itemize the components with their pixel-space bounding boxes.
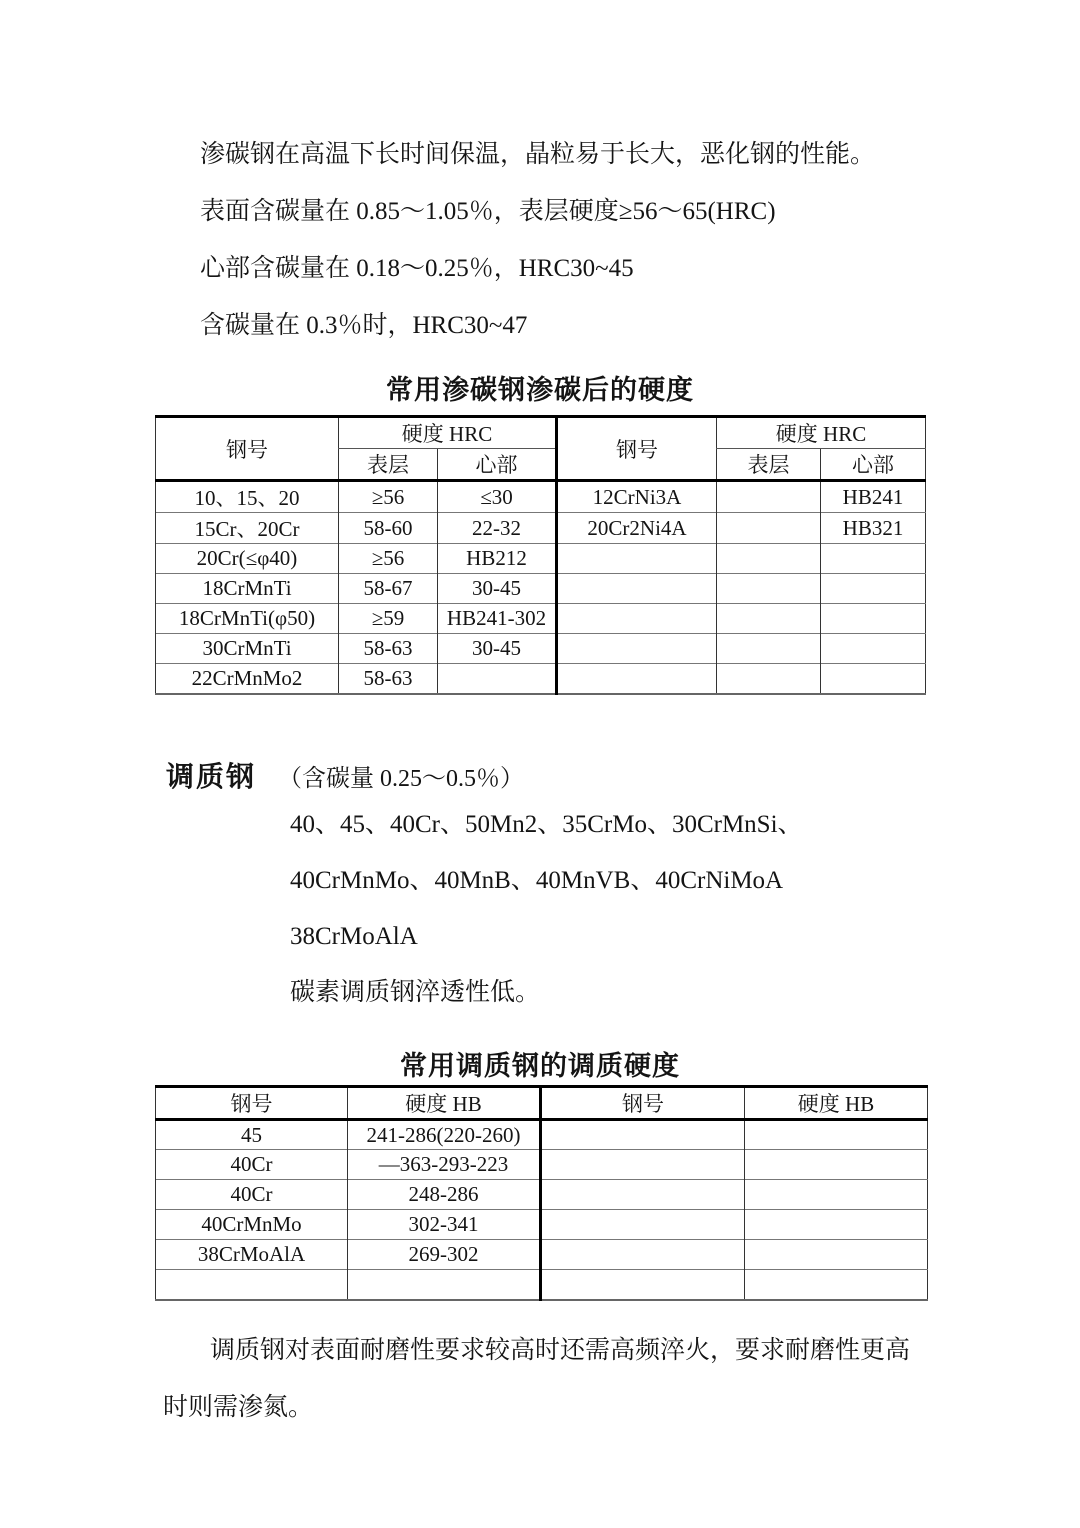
steel-grades-line: 碳素调质钢淬透性低。 (290, 979, 541, 1006)
table-row (156, 1240, 928, 1270)
table-cell: 18CrMnTi(φ50) (156, 604, 339, 634)
table-cell: 58-60 (339, 513, 438, 544)
table-cell: HB241 (821, 481, 926, 513)
section-heading-note: （含碳量 0.25～0.5％） (278, 766, 525, 792)
section-heading-text: 调质钢 (166, 762, 257, 793)
table-cell: —363-293-223 (348, 1150, 541, 1180)
table-cell (821, 544, 926, 574)
table-row (156, 1210, 928, 1240)
table-cell (156, 1270, 348, 1300)
intro-line: 心部含碳量在 0.18～0.25％，HRC30~45 (200, 255, 634, 282)
table-cell (717, 481, 821, 513)
tempered-hardness-table (155, 1085, 928, 1301)
table-cell (541, 1120, 745, 1150)
table-cell: 10、15、20 (156, 481, 339, 513)
table-cell (438, 664, 557, 694)
header-hardness-right: 硬度 HB (745, 1087, 928, 1120)
table-cell: HB212 (438, 544, 557, 574)
table-row (156, 544, 926, 574)
header-steel-no-left: 钢号 (156, 417, 339, 481)
table-cell: 15Cr、20Cr (156, 513, 339, 544)
table-cell (557, 544, 717, 574)
header-steel-no-right: 钢号 (557, 417, 717, 481)
table-cell: 20Cr2Ni4A (557, 513, 717, 544)
table-cell: 58-67 (339, 574, 438, 604)
table-cell (557, 604, 717, 634)
table-cell: ≤30 (438, 481, 557, 513)
table-cell (557, 664, 717, 694)
table-cell (745, 1270, 928, 1300)
carburized-hardness-table (155, 415, 926, 695)
table-cell: 40CrMnMo (156, 1210, 348, 1240)
table-cell (745, 1180, 928, 1210)
footer-line: 时则需渗氮。 (163, 1394, 314, 1421)
table-cell: 12CrNi3A (557, 481, 717, 513)
footer-paragraph (163, 1338, 953, 1452)
table-cell: 40Cr (156, 1180, 348, 1210)
table-cell (821, 574, 926, 604)
table-cell: 38CrMoAlA (156, 1240, 348, 1270)
table-row (156, 1150, 928, 1180)
subheader-surface-left: 表层 (339, 449, 438, 481)
table-cell: 45 (156, 1120, 348, 1150)
tempered-section-heading (166, 755, 524, 795)
table-cell (541, 1240, 745, 1270)
table-cell (541, 1270, 745, 1300)
table-cell: 40Cr (156, 1150, 348, 1180)
subheader-core-right: 心部 (821, 449, 926, 481)
table-cell (717, 604, 821, 634)
tempered-table-title: 常用调质钢的调质硬度 (400, 1051, 680, 1081)
subheader-core-left: 心部 (438, 449, 557, 481)
table-cell (557, 574, 717, 604)
table-cell: 269-302 (348, 1240, 541, 1270)
table-cell: 241-286(220-260) (348, 1120, 541, 1150)
table-cell (541, 1150, 745, 1180)
table-cell: 22CrMnMo2 (156, 664, 339, 694)
table-row (156, 574, 926, 604)
table-cell: ≥56 (339, 544, 438, 574)
table-row (156, 1180, 928, 1210)
header-hardness-right: 硬度 HRC (717, 417, 926, 449)
table-cell: 22-32 (438, 513, 557, 544)
table-cell: 20Cr(≤φ40) (156, 544, 339, 574)
intro-line: 表面含碳量在 0.85～1.05％，表层硬度≥56～65(HRC) (200, 198, 776, 225)
header-steel-no-left: 钢号 (156, 1087, 348, 1120)
table-cell (348, 1270, 541, 1300)
table-header-row (156, 417, 926, 449)
intro-paragraph (200, 142, 1000, 370)
header-steel-no-right: 钢号 (541, 1087, 745, 1120)
table-cell: 58-63 (339, 634, 438, 664)
table-row (156, 664, 926, 694)
table-cell: 30-45 (438, 634, 557, 664)
table-row (156, 634, 926, 664)
table-cell: 30-45 (438, 574, 557, 604)
table-cell: 248-286 (348, 1180, 541, 1210)
table-cell (717, 513, 821, 544)
table-cell (745, 1210, 928, 1240)
steel-grades-line: 40CrMnMo、40MnB、40MnVB、40CrNiMoA (290, 867, 784, 894)
table-cell (745, 1120, 928, 1150)
table-cell (557, 634, 717, 664)
table-cell: 30CrMnTi (156, 634, 339, 664)
table-cell (717, 634, 821, 664)
header-hardness-left: 硬度 HRC (339, 417, 557, 449)
steel-grades-line: 38CrMoAlA (290, 923, 418, 950)
footer-line: 调质钢对表面耐磨性要求较高时还需高频淬火，要求耐磨性更高 (210, 1337, 911, 1364)
carburized-table-title: 常用渗碳钢渗碳后的硬度 (386, 375, 694, 405)
table-row (156, 1120, 928, 1150)
intro-line: 含碳量在 0.3％时，HRC30~47 (200, 312, 528, 339)
table-row (156, 513, 926, 544)
header-hardness-left: 硬度 HB (348, 1087, 541, 1120)
table-cell: ≥59 (339, 604, 438, 634)
table-cell: 58-63 (339, 664, 438, 694)
table-cell (541, 1210, 745, 1240)
steel-grades-line: 40、45、40Cr、50Mn2、35CrMo、30CrMnSi、 (290, 811, 803, 838)
table-cell (821, 634, 926, 664)
intro-line: 渗碳钢在高温下长时间保温，晶粒易于长大，恶化钢的性能。 (200, 141, 876, 168)
table-cell: HB241-302 (438, 604, 557, 634)
table-cell (717, 664, 821, 694)
table-cell (745, 1150, 928, 1180)
tempered-steel-list (290, 812, 990, 1036)
table-cell (821, 604, 926, 634)
subheader-surface-right: 表层 (717, 449, 821, 481)
table-cell: 18CrMnTi (156, 574, 339, 604)
table-row (156, 481, 926, 513)
table-cell: ≥56 (339, 481, 438, 513)
table-header-row (156, 1087, 928, 1120)
table-cell (717, 574, 821, 604)
table-row (156, 1270, 928, 1300)
table-cell (745, 1240, 928, 1270)
table-cell: HB321 (821, 513, 926, 544)
table-cell: 302-341 (348, 1210, 541, 1240)
table-row (156, 604, 926, 634)
table-cell (821, 664, 926, 694)
table-cell (717, 544, 821, 574)
table-cell (541, 1180, 745, 1210)
